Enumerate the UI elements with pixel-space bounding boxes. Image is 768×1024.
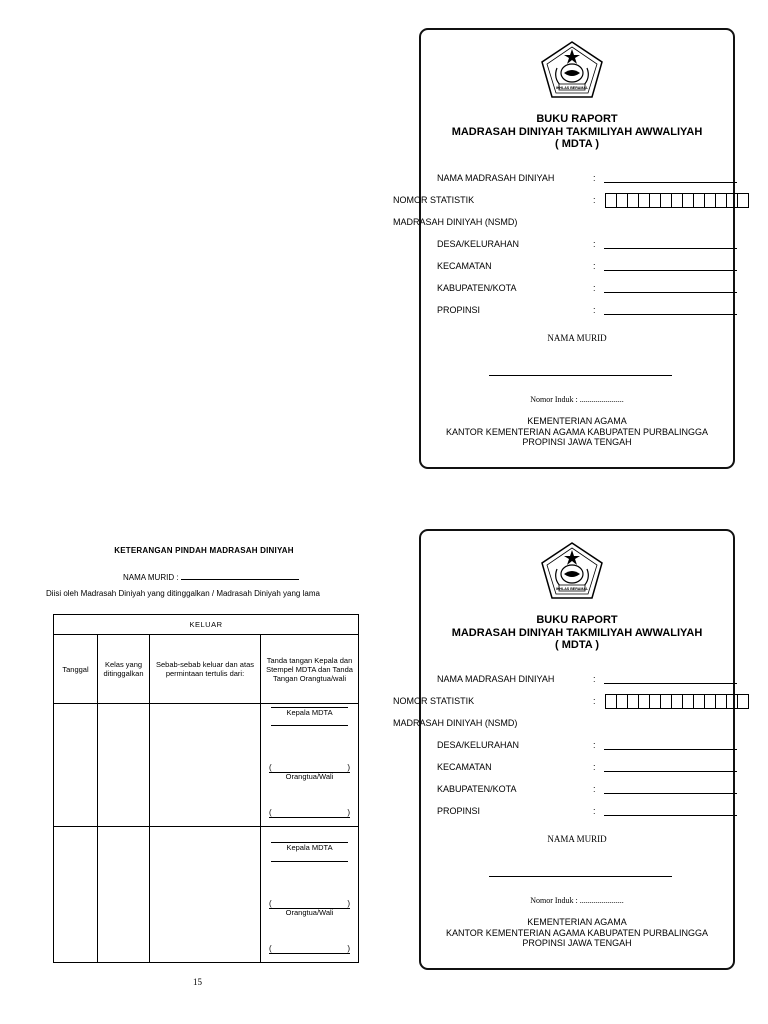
signature-line: [271, 861, 348, 862]
orangtua-label: Orangtua/Wali: [285, 908, 334, 917]
kepala-label: Kepala MDTA: [286, 708, 333, 717]
transfer-certificate: [0, 540, 410, 1020]
kelas-cell: [98, 704, 150, 827]
blank-line: [604, 740, 737, 750]
column-header-sebab: Sebab-sebab keluar dan atas permintaan tertulis dari:: [150, 635, 261, 704]
blank-line: [604, 762, 737, 772]
signature-line: [271, 725, 348, 726]
nomor-induk: Nomor Induk : ......................: [530, 896, 624, 905]
blank-line: [604, 806, 737, 816]
kelas-cell: [98, 827, 150, 963]
transfer-title: KETERANGAN PINDAH MADRASAH DINIYAH: [114, 546, 294, 555]
blank-line: [604, 239, 737, 249]
blank-line: [604, 283, 737, 293]
sebab-cell: [150, 827, 261, 963]
cover-footer: KEMENTERIAN AGAMA KANTOR KEMENTERIAN AGAMA KABUPATEN PURBALINGGA PROPINSI JAWA TENGAH: [445, 917, 709, 948]
signature-name-blank: ( ): [269, 944, 351, 953]
kepala-label: Kepala MDTA: [286, 843, 333, 852]
blank-line: [604, 173, 737, 183]
murid-name-field: [123, 571, 299, 582]
signature-cell: [261, 704, 359, 827]
signature-cell: [261, 827, 359, 963]
column-header-kelas: Kelas yang ditinggalkan: [98, 635, 150, 704]
svg-text:IKHLAS BERAMAL: IKHLAS BERAMAL: [555, 586, 589, 591]
blank-line: [604, 261, 737, 271]
keluar-table: [53, 614, 359, 963]
page-number: 15: [193, 977, 202, 987]
murid-name-line: [181, 571, 299, 580]
kemenag-emblem-icon: [539, 40, 605, 100]
blank-line: [604, 784, 737, 794]
blank-line: [604, 305, 737, 315]
nama-murid-label: NAMA MURID: [547, 834, 607, 844]
nomor-induk: Nomor Induk : ......................: [530, 395, 624, 404]
signature-name-blank: ( ): [269, 763, 351, 772]
signature-name-blank: ( ): [269, 899, 351, 908]
column-header-tanda-tangan: Tanda tangan Kepala dan Stempel MDTA dan Tanda Tangan Orangtua/wali: [261, 635, 359, 704]
cover-title: BUKU RAPORT MADRASAH DINIYAH TAKMILIYAH AWWALIYAH ( MDTA ): [451, 614, 703, 651]
nomor-statistik-boxes: [605, 694, 749, 709]
table-row: [54, 704, 359, 827]
nomor-statistik-boxes: [605, 193, 749, 208]
table-header-keluar: KELUAR: [54, 615, 359, 635]
nama-murid-label: NAMA MURID: [547, 333, 607, 343]
nama-murid-line: [489, 375, 672, 376]
blank-line: [604, 674, 737, 684]
kemenag-emblem-icon: [539, 541, 605, 601]
table-row: [54, 827, 359, 963]
murid-label: NAMA MURID :: [123, 573, 179, 582]
tanggal-cell: [54, 827, 98, 963]
column-header-tanggal: Tanggal: [54, 635, 98, 704]
cover-title: BUKU RAPORT MADRASAH DINIYAH TAKMILIYAH AWWALIYAH ( MDTA ): [451, 113, 703, 150]
report-cover-top: IKHLAS BERAMAL BUKU RAPORT MADRASAH DINIYAH TAKMILIYAH AWWALIYAH ( MDTA ) NAMA MADRASAH DINIYAH : NOMOR STATISTIK : MADRASAH DINIYAH (NSMD) DESA/KELURAHAN : KECAMATAN : KABUPATEN/KOTA : PROPINSI : NAMA MURID Nomor Induk : ...................... KEMENTERIAN AGAMA KANTOR KEMENTERIAN AGAMA KABUPATEN PURBALINGGA PROPINSI JAWA TENGAH: [419, 28, 735, 469]
orangtua-label: Orangtua/Wali: [285, 772, 334, 781]
nama-murid-line: [489, 876, 672, 877]
sebab-cell: [150, 704, 261, 827]
transfer-description: Diisi oleh Madrasah Diniyah yang ditinggalkan / Madrasah Diniyah yang lama: [46, 589, 320, 598]
tanggal-cell: [54, 704, 98, 827]
signature-name-blank: ( ): [269, 808, 351, 817]
svg-text:IKHLAS BERAMAL: IKHLAS BERAMAL: [555, 85, 589, 90]
report-cover-bottom: IKHLAS BERAMAL BUKU RAPORT MADRASAH DINIYAH TAKMILIYAH AWWALIYAH ( MDTA ) NAMA MADRASAH DINIYAH : NOMOR STATISTIK : MADRASAH DINIYAH (NSMD) DESA/KELURAHAN : KECAMATAN : KABUPATEN/KOTA : PROPINSI : NAMA MURID Nomor Induk : ...................... KEMENTERIAN AGAMA KANTOR KEMENTERIAN AGAMA KABUPATEN PURBALINGGA PROPINSI JAWA TENGAH: [419, 529, 735, 970]
cover-footer: KEMENTERIAN AGAMA KANTOR KEMENTERIAN AGAMA KABUPATEN PURBALINGGA PROPINSI JAWA TENGAH: [445, 416, 709, 447]
